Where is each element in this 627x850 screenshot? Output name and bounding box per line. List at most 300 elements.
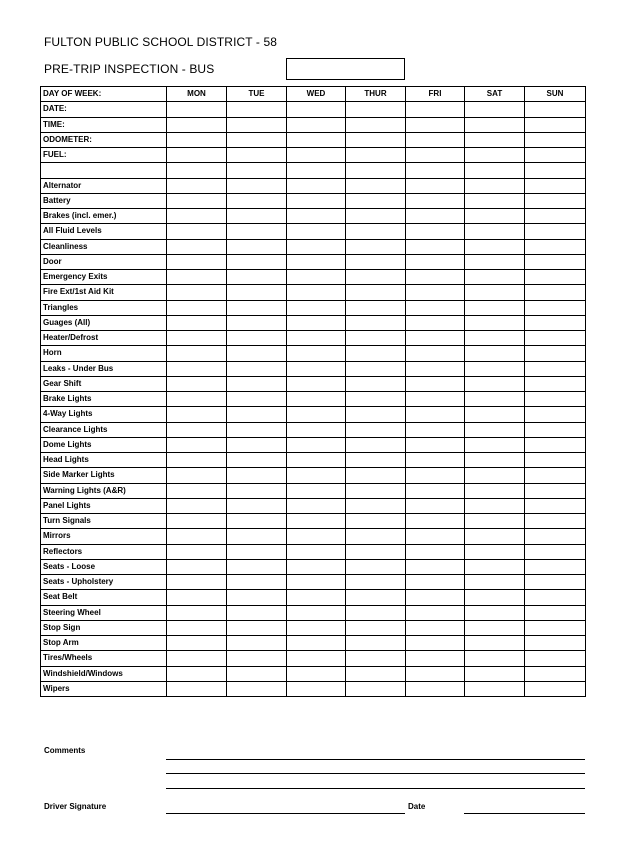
check-cell-mon[interactable]: [167, 270, 227, 285]
check-cell-tue[interactable]: [227, 331, 287, 346]
check-cell-sun[interactable]: [525, 346, 586, 361]
check-cell-mon[interactable]: [167, 666, 227, 681]
check-cell-fri[interactable]: [406, 163, 465, 178]
check-cell-thur[interactable]: [346, 315, 406, 330]
check-cell-thur[interactable]: [346, 407, 406, 422]
check-cell-sun[interactable]: [525, 132, 586, 147]
check-cell-mon[interactable]: [167, 239, 227, 254]
check-cell-mon[interactable]: [167, 636, 227, 651]
driver-signature-line[interactable]: [166, 813, 405, 814]
check-cell-mon[interactable]: [167, 102, 227, 117]
check-cell-sat[interactable]: [465, 209, 525, 224]
check-cell-sun[interactable]: [525, 453, 586, 468]
check-cell-mon[interactable]: [167, 468, 227, 483]
check-cell-sun[interactable]: [525, 468, 586, 483]
check-cell-sun[interactable]: [525, 559, 586, 574]
check-cell-wed[interactable]: [287, 254, 346, 269]
check-cell-sat[interactable]: [465, 392, 525, 407]
check-cell-sat[interactable]: [465, 254, 525, 269]
bus-number-field[interactable]: [286, 58, 405, 80]
check-cell-tue[interactable]: [227, 178, 287, 193]
check-cell-sat[interactable]: [465, 529, 525, 544]
check-cell-wed[interactable]: [287, 636, 346, 651]
check-cell-thur[interactable]: [346, 575, 406, 590]
check-cell-sun[interactable]: [525, 575, 586, 590]
check-cell-fri[interactable]: [406, 620, 465, 635]
check-cell-fri[interactable]: [406, 498, 465, 513]
check-cell-sat[interactable]: [465, 483, 525, 498]
check-cell-mon[interactable]: [167, 575, 227, 590]
check-cell-fri[interactable]: [406, 636, 465, 651]
check-cell-sun[interactable]: [525, 209, 586, 224]
check-cell-wed[interactable]: [287, 209, 346, 224]
check-cell-sat[interactable]: [465, 666, 525, 681]
check-cell-mon[interactable]: [167, 392, 227, 407]
check-cell-sat[interactable]: [465, 575, 525, 590]
check-cell-thur[interactable]: [346, 178, 406, 193]
check-cell-sun[interactable]: [525, 514, 586, 529]
check-cell-fri[interactable]: [406, 575, 465, 590]
table-row: [41, 331, 586, 346]
check-cell-mon[interactable]: [167, 376, 227, 391]
check-cell-sun[interactable]: [525, 102, 586, 117]
check-cell-fri[interactable]: [406, 407, 465, 422]
check-cell-fri[interactable]: [406, 148, 465, 163]
check-cell-sat[interactable]: [465, 178, 525, 193]
check-cell-wed[interactable]: [287, 666, 346, 681]
check-cell-thur[interactable]: [346, 254, 406, 269]
check-cell-sun[interactable]: [525, 620, 586, 635]
table-row: [41, 392, 586, 407]
check-cell-wed[interactable]: [287, 239, 346, 254]
check-cell-thur[interactable]: [346, 376, 406, 391]
check-cell-fri[interactable]: [406, 453, 465, 468]
check-cell-sun[interactable]: [525, 254, 586, 269]
check-cell-fri[interactable]: [406, 102, 465, 117]
check-cell-mon[interactable]: [167, 514, 227, 529]
table-row: [41, 437, 586, 452]
check-cell-thur[interactable]: [346, 651, 406, 666]
check-cell-wed[interactable]: [287, 483, 346, 498]
comments-line-2[interactable]: [166, 773, 585, 774]
check-cell-thur[interactable]: [346, 437, 406, 452]
check-cell-sat[interactable]: [465, 163, 525, 178]
check-cell-thur[interactable]: [346, 636, 406, 651]
check-cell-wed[interactable]: [287, 437, 346, 452]
check-cell-fri[interactable]: [406, 209, 465, 224]
check-cell-fri[interactable]: [406, 270, 465, 285]
row-label: Stop Arm: [41, 636, 167, 651]
check-cell-fri[interactable]: [406, 315, 465, 330]
check-cell-sat[interactable]: [465, 361, 525, 376]
row-label: ODOMETER:: [41, 132, 167, 147]
check-cell-thur[interactable]: [346, 361, 406, 376]
date-line[interactable]: [464, 813, 585, 814]
check-cell-sun[interactable]: [525, 666, 586, 681]
check-cell-sun[interactable]: [525, 636, 586, 651]
check-cell-sun[interactable]: [525, 361, 586, 376]
check-cell-mon[interactable]: [167, 331, 227, 346]
check-cell-thur[interactable]: [346, 239, 406, 254]
check-cell-sat[interactable]: [465, 346, 525, 361]
day-header-tue: TUE: [227, 87, 287, 102]
check-cell-sat[interactable]: [465, 117, 525, 132]
check-cell-sat[interactable]: [465, 285, 525, 300]
check-cell-thur[interactable]: [346, 102, 406, 117]
check-cell-thur[interactable]: [346, 422, 406, 437]
check-cell-tue[interactable]: [227, 254, 287, 269]
check-cell-sun[interactable]: [525, 178, 586, 193]
check-cell-wed[interactable]: [287, 270, 346, 285]
check-cell-tue[interactable]: [227, 148, 287, 163]
comments-line-3[interactable]: [166, 788, 585, 789]
check-cell-thur[interactable]: [346, 300, 406, 315]
check-cell-sat[interactable]: [465, 559, 525, 574]
check-cell-mon[interactable]: [167, 285, 227, 300]
check-cell-thur[interactable]: [346, 529, 406, 544]
check-cell-tue[interactable]: [227, 544, 287, 559]
check-cell-sun[interactable]: [525, 193, 586, 208]
row-label: Stop Sign: [41, 620, 167, 635]
check-cell-thur[interactable]: [346, 468, 406, 483]
check-cell-sun[interactable]: [525, 392, 586, 407]
row-label: Leaks - Under Bus: [41, 361, 167, 376]
check-cell-wed[interactable]: [287, 392, 346, 407]
check-cell-thur[interactable]: [346, 590, 406, 605]
check-cell-mon[interactable]: [167, 651, 227, 666]
check-cell-fri[interactable]: [406, 544, 465, 559]
check-cell-sat[interactable]: [465, 270, 525, 285]
check-cell-mon[interactable]: [167, 498, 227, 513]
check-cell-mon[interactable]: [167, 529, 227, 544]
check-cell-sun[interactable]: [525, 224, 586, 239]
check-cell-thur[interactable]: [346, 331, 406, 346]
check-cell-tue[interactable]: [227, 437, 287, 452]
check-cell-wed[interactable]: [287, 361, 346, 376]
check-cell-mon[interactable]: [167, 163, 227, 178]
check-cell-wed[interactable]: [287, 102, 346, 117]
check-cell-mon[interactable]: [167, 559, 227, 574]
check-cell-tue[interactable]: [227, 620, 287, 635]
check-cell-tue[interactable]: [227, 422, 287, 437]
check-cell-fri[interactable]: [406, 300, 465, 315]
check-cell-tue[interactable]: [227, 651, 287, 666]
row-label: Wipers: [41, 681, 167, 696]
check-cell-sun[interactable]: [525, 285, 586, 300]
check-cell-wed[interactable]: [287, 453, 346, 468]
check-cell-tue[interactable]: [227, 239, 287, 254]
check-cell-wed[interactable]: [287, 315, 346, 330]
check-cell-fri[interactable]: [406, 468, 465, 483]
check-cell-thur[interactable]: [346, 193, 406, 208]
check-cell-tue[interactable]: [227, 361, 287, 376]
check-cell-wed[interactable]: [287, 132, 346, 147]
table-row: [41, 559, 586, 574]
check-cell-wed[interactable]: [287, 605, 346, 620]
check-cell-sat[interactable]: [465, 239, 525, 254]
check-cell-tue[interactable]: [227, 117, 287, 132]
check-cell-sat[interactable]: [465, 468, 525, 483]
table-row: [41, 651, 586, 666]
check-cell-thur[interactable]: [346, 392, 406, 407]
check-cell-mon[interactable]: [167, 590, 227, 605]
table-row: [41, 468, 586, 483]
check-cell-sat[interactable]: [465, 605, 525, 620]
check-cell-tue[interactable]: [227, 468, 287, 483]
check-cell-sun[interactable]: [525, 483, 586, 498]
check-cell-wed[interactable]: [287, 529, 346, 544]
check-cell-sat[interactable]: [465, 636, 525, 651]
check-cell-mon[interactable]: [167, 224, 227, 239]
check-cell-mon[interactable]: [167, 254, 227, 269]
check-cell-sun[interactable]: [525, 590, 586, 605]
check-cell-fri[interactable]: [406, 514, 465, 529]
check-cell-wed[interactable]: [287, 651, 346, 666]
check-cell-fri[interactable]: [406, 483, 465, 498]
check-cell-sat[interactable]: [465, 422, 525, 437]
check-cell-fri[interactable]: [406, 132, 465, 147]
check-cell-sat[interactable]: [465, 651, 525, 666]
check-cell-sat[interactable]: [465, 498, 525, 513]
check-cell-wed[interactable]: [287, 178, 346, 193]
check-cell-wed[interactable]: [287, 559, 346, 574]
check-cell-wed[interactable]: [287, 407, 346, 422]
check-cell-wed[interactable]: [287, 681, 346, 696]
check-cell-tue[interactable]: [227, 453, 287, 468]
check-cell-thur[interactable]: [346, 346, 406, 361]
check-cell-sun[interactable]: [525, 239, 586, 254]
check-cell-mon[interactable]: [167, 453, 227, 468]
check-cell-sat[interactable]: [465, 224, 525, 239]
check-cell-sun[interactable]: [525, 163, 586, 178]
check-cell-mon[interactable]: [167, 300, 227, 315]
check-cell-sat[interactable]: [465, 620, 525, 635]
check-cell-mon[interactable]: [167, 346, 227, 361]
check-cell-mon[interactable]: [167, 437, 227, 452]
row-label: Door: [41, 254, 167, 269]
check-cell-tue[interactable]: [227, 193, 287, 208]
check-cell-thur[interactable]: [346, 544, 406, 559]
check-cell-thur[interactable]: [346, 270, 406, 285]
check-cell-tue[interactable]: [227, 590, 287, 605]
check-cell-mon[interactable]: [167, 407, 227, 422]
check-cell-sat[interactable]: [465, 590, 525, 605]
check-cell-mon[interactable]: [167, 544, 227, 559]
check-cell-thur[interactable]: [346, 117, 406, 132]
check-cell-sun[interactable]: [525, 270, 586, 285]
check-cell-fri[interactable]: [406, 117, 465, 132]
check-cell-wed[interactable]: [287, 117, 346, 132]
check-cell-fri[interactable]: [406, 331, 465, 346]
check-cell-mon[interactable]: [167, 483, 227, 498]
check-cell-mon[interactable]: [167, 422, 227, 437]
check-cell-tue[interactable]: [227, 102, 287, 117]
check-cell-sun[interactable]: [525, 544, 586, 559]
check-cell-sun[interactable]: [525, 315, 586, 330]
check-cell-sat[interactable]: [465, 132, 525, 147]
check-cell-sat[interactable]: [465, 376, 525, 391]
check-cell-tue[interactable]: [227, 132, 287, 147]
check-cell-wed[interactable]: [287, 285, 346, 300]
check-cell-mon[interactable]: [167, 178, 227, 193]
check-cell-fri[interactable]: [406, 605, 465, 620]
check-cell-sun[interactable]: [525, 376, 586, 391]
check-cell-sat[interactable]: [465, 453, 525, 468]
check-cell-mon[interactable]: [167, 209, 227, 224]
check-cell-tue[interactable]: [227, 498, 287, 513]
table-row: [41, 376, 586, 391]
check-cell-thur[interactable]: [346, 498, 406, 513]
row-label: Triangles: [41, 300, 167, 315]
check-cell-tue[interactable]: [227, 529, 287, 544]
check-cell-mon[interactable]: [167, 315, 227, 330]
check-cell-sat[interactable]: [465, 437, 525, 452]
check-cell-sun[interactable]: [525, 422, 586, 437]
check-cell-wed[interactable]: [287, 193, 346, 208]
check-cell-thur[interactable]: [346, 483, 406, 498]
check-cell-wed[interactable]: [287, 498, 346, 513]
check-cell-tue[interactable]: [227, 605, 287, 620]
check-cell-sun[interactable]: [525, 331, 586, 346]
check-cell-fri[interactable]: [406, 437, 465, 452]
check-cell-wed[interactable]: [287, 468, 346, 483]
check-cell-sat[interactable]: [465, 148, 525, 163]
check-cell-fri[interactable]: [406, 681, 465, 696]
check-cell-sun[interactable]: [525, 300, 586, 315]
check-cell-fri[interactable]: [406, 559, 465, 574]
check-cell-wed[interactable]: [287, 300, 346, 315]
table-row: [41, 346, 586, 361]
day-header-sat: SAT: [465, 87, 525, 102]
day-header-wed: WED: [287, 87, 346, 102]
check-cell-thur[interactable]: [346, 224, 406, 239]
check-cell-wed[interactable]: [287, 590, 346, 605]
check-cell-mon[interactable]: [167, 605, 227, 620]
check-cell-tue[interactable]: [227, 483, 287, 498]
check-cell-tue[interactable]: [227, 681, 287, 696]
check-cell-sat[interactable]: [465, 102, 525, 117]
check-cell-thur[interactable]: [346, 285, 406, 300]
check-cell-sun[interactable]: [525, 529, 586, 544]
check-cell-fri[interactable]: [406, 422, 465, 437]
check-cell-sun[interactable]: [525, 681, 586, 696]
check-cell-tue[interactable]: [227, 224, 287, 239]
check-cell-thur[interactable]: [346, 666, 406, 681]
check-cell-tue[interactable]: [227, 514, 287, 529]
row-label: Tires/Wheels: [41, 651, 167, 666]
check-cell-tue[interactable]: [227, 285, 287, 300]
check-cell-mon[interactable]: [167, 681, 227, 696]
check-cell-sun[interactable]: [525, 605, 586, 620]
check-cell-tue[interactable]: [227, 559, 287, 574]
check-cell-fri[interactable]: [406, 178, 465, 193]
check-cell-wed[interactable]: [287, 544, 346, 559]
check-cell-mon[interactable]: [167, 117, 227, 132]
check-cell-sun[interactable]: [525, 117, 586, 132]
check-cell-mon[interactable]: [167, 193, 227, 208]
check-cell-tue[interactable]: [227, 392, 287, 407]
check-cell-wed[interactable]: [287, 620, 346, 635]
check-cell-sun[interactable]: [525, 407, 586, 422]
check-cell-sat[interactable]: [465, 514, 525, 529]
check-cell-thur[interactable]: [346, 453, 406, 468]
check-cell-thur[interactable]: [346, 681, 406, 696]
check-cell-thur[interactable]: [346, 148, 406, 163]
check-cell-mon[interactable]: [167, 148, 227, 163]
check-cell-wed[interactable]: [287, 422, 346, 437]
check-cell-wed[interactable]: [287, 224, 346, 239]
check-cell-sat[interactable]: [465, 407, 525, 422]
check-cell-wed[interactable]: [287, 514, 346, 529]
check-cell-tue[interactable]: [227, 300, 287, 315]
check-cell-fri[interactable]: [406, 224, 465, 239]
check-cell-tue[interactable]: [227, 163, 287, 178]
check-cell-thur[interactable]: [346, 132, 406, 147]
check-cell-mon[interactable]: [167, 620, 227, 635]
check-cell-fri[interactable]: [406, 254, 465, 269]
check-cell-tue[interactable]: [227, 575, 287, 590]
check-cell-fri[interactable]: [406, 392, 465, 407]
check-cell-thur[interactable]: [346, 559, 406, 574]
check-cell-tue[interactable]: [227, 270, 287, 285]
check-cell-fri[interactable]: [406, 346, 465, 361]
check-cell-thur[interactable]: [346, 620, 406, 635]
check-cell-thur[interactable]: [346, 209, 406, 224]
check-cell-thur[interactable]: [346, 605, 406, 620]
check-cell-fri[interactable]: [406, 529, 465, 544]
check-cell-tue[interactable]: [227, 666, 287, 681]
check-cell-sat[interactable]: [465, 331, 525, 346]
check-cell-thur[interactable]: [346, 514, 406, 529]
check-cell-wed[interactable]: [287, 331, 346, 346]
check-cell-sun[interactable]: [525, 498, 586, 513]
check-cell-tue[interactable]: [227, 346, 287, 361]
check-cell-sun[interactable]: [525, 651, 586, 666]
check-cell-wed[interactable]: [287, 163, 346, 178]
check-cell-sat[interactable]: [465, 544, 525, 559]
check-cell-wed[interactable]: [287, 376, 346, 391]
check-cell-sat[interactable]: [465, 300, 525, 315]
check-cell-wed[interactable]: [287, 346, 346, 361]
check-cell-thur[interactable]: [346, 163, 406, 178]
check-cell-wed[interactable]: [287, 148, 346, 163]
check-cell-fri[interactable]: [406, 666, 465, 681]
check-cell-fri[interactable]: [406, 193, 465, 208]
check-cell-tue[interactable]: [227, 376, 287, 391]
row-label: All Fluid Levels: [41, 224, 167, 239]
check-cell-sat[interactable]: [465, 315, 525, 330]
check-cell-sun[interactable]: [525, 148, 586, 163]
check-cell-tue[interactable]: [227, 407, 287, 422]
check-cell-fri[interactable]: [406, 651, 465, 666]
check-cell-mon[interactable]: [167, 361, 227, 376]
check-cell-fri[interactable]: [406, 239, 465, 254]
check-cell-fri[interactable]: [406, 361, 465, 376]
day-of-week-label: DAY OF WEEK:: [41, 87, 167, 102]
check-cell-tue[interactable]: [227, 636, 287, 651]
check-cell-fri[interactable]: [406, 376, 465, 391]
check-cell-tue[interactable]: [227, 315, 287, 330]
check-cell-sat[interactable]: [465, 681, 525, 696]
comments-line-1[interactable]: [166, 759, 585, 760]
check-cell-mon[interactable]: [167, 132, 227, 147]
check-cell-fri[interactable]: [406, 590, 465, 605]
check-cell-sun[interactable]: [525, 437, 586, 452]
check-cell-sat[interactable]: [465, 193, 525, 208]
check-cell-tue[interactable]: [227, 209, 287, 224]
check-cell-wed[interactable]: [287, 575, 346, 590]
check-cell-fri[interactable]: [406, 285, 465, 300]
